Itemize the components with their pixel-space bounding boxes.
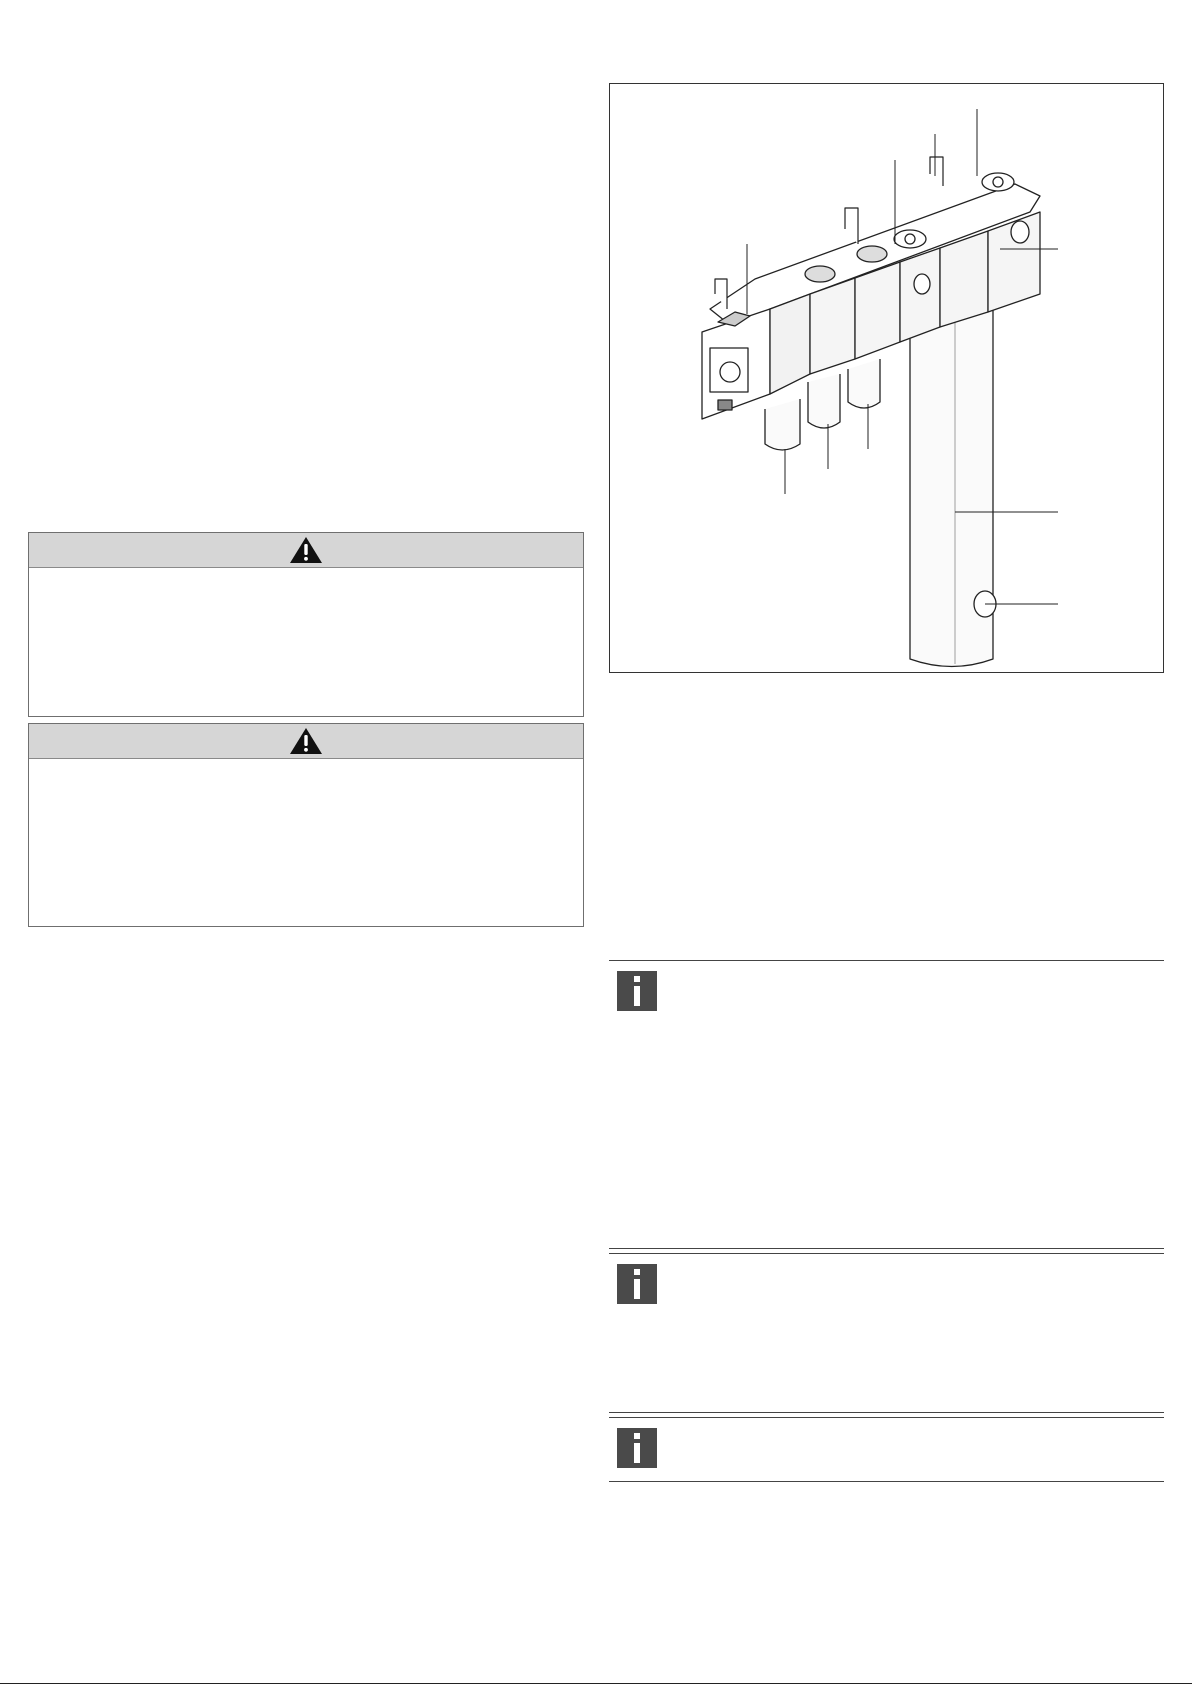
info-icon [617,1264,657,1304]
warning-header [29,533,583,568]
warning-triangle-icon [288,726,324,756]
info-note [609,1417,1164,1481]
info-note [609,1253,1164,1408]
figure-frame [609,83,1164,673]
footer-rule [0,1683,1192,1684]
info-icon [617,971,657,1011]
pipe-manifold-drawing [610,84,1165,674]
note-divider [609,1481,1164,1482]
column [910,294,996,667]
warning-header [29,724,583,759]
warning-box [28,532,584,717]
warning-triangle-icon [288,535,324,565]
info-note [609,960,1164,1242]
info-icon [617,1428,657,1468]
warning-box [28,723,584,927]
